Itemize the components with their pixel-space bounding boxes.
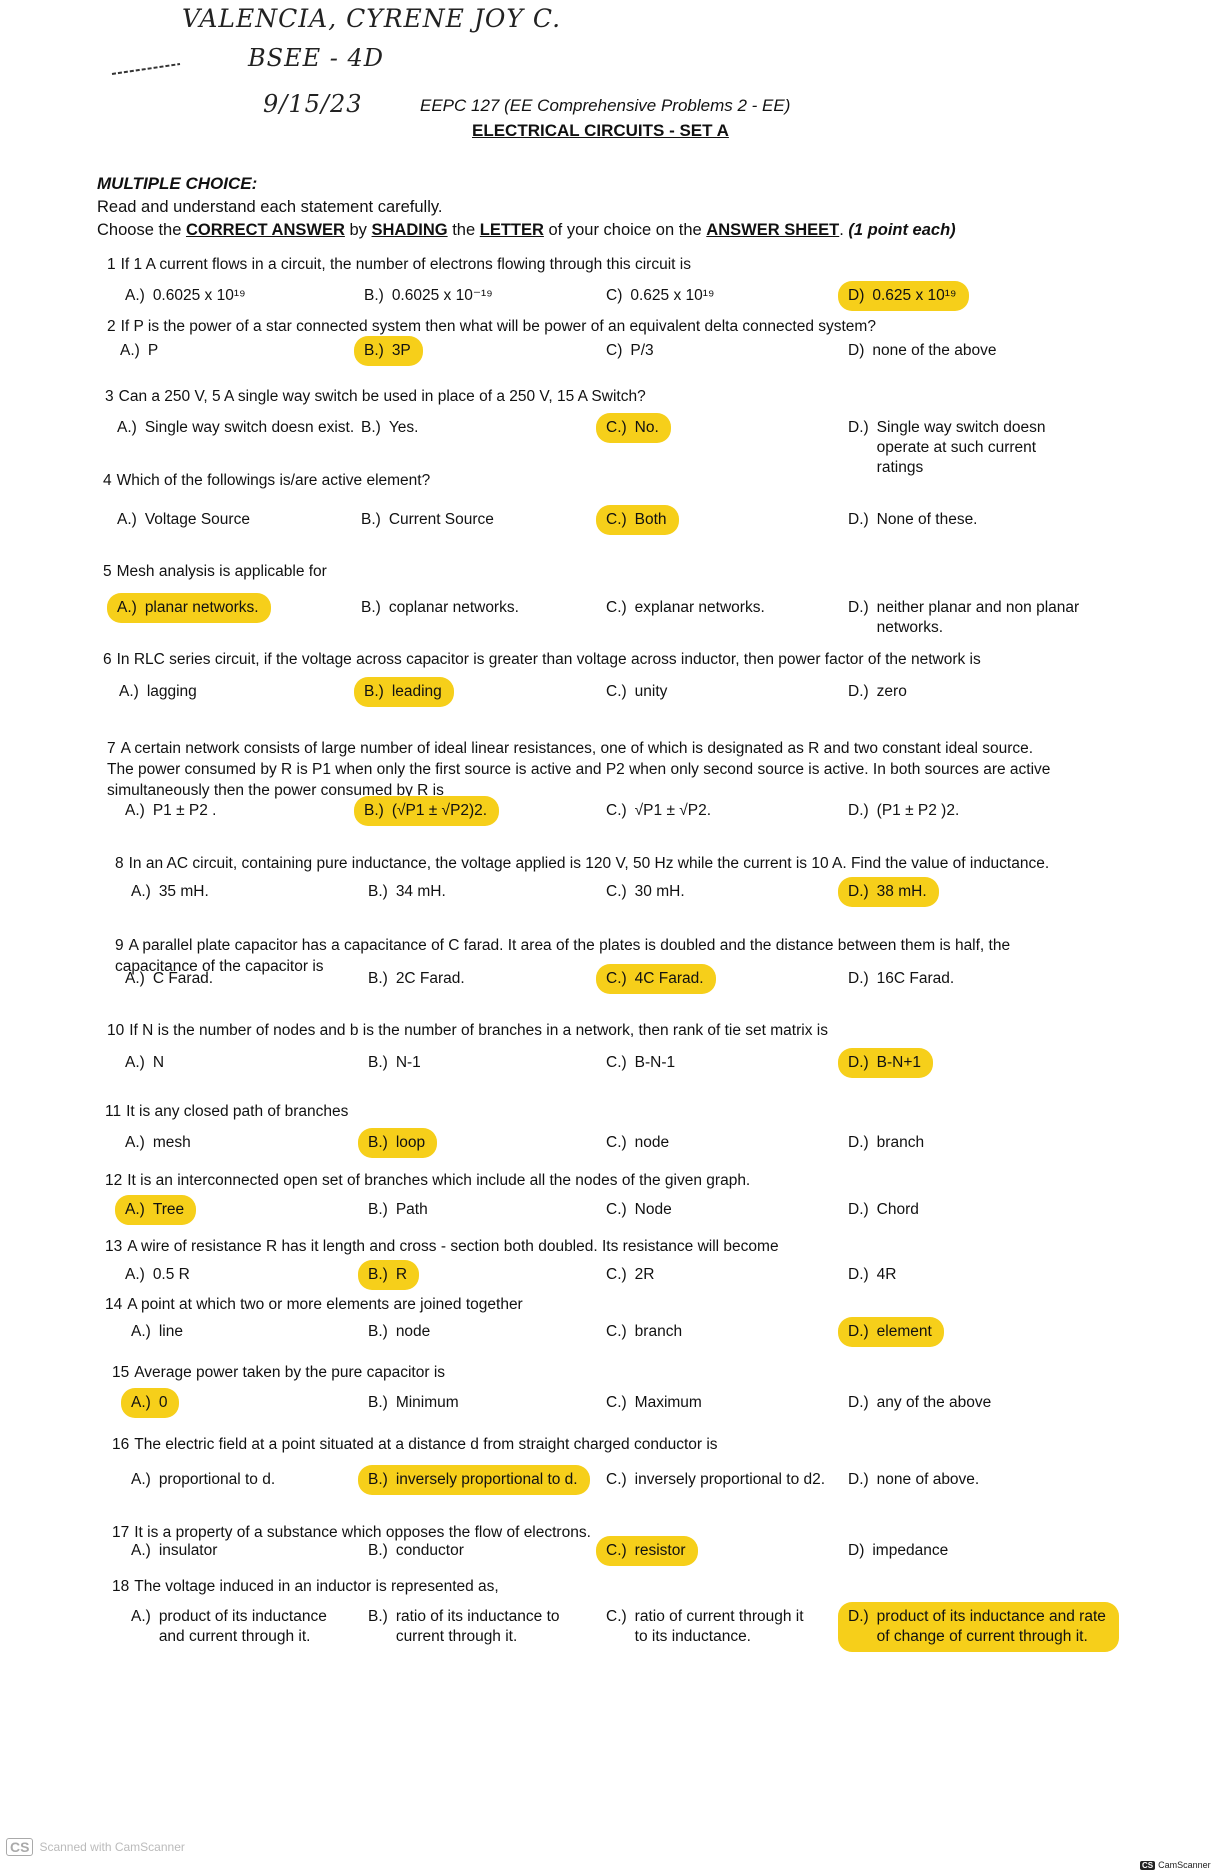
- option-letter: B.): [368, 970, 388, 987]
- option-text: Path: [395, 1201, 428, 1218]
- option-b-shaded[interactable]: [368, 1470, 578, 1490]
- option-text: Current Source: [388, 511, 494, 528]
- option-text: √P1 ± √P2.: [634, 802, 712, 819]
- option-d-shaded[interactable]: [848, 286, 957, 306]
- option-letter: A.): [119, 683, 139, 700]
- question-5: [103, 563, 327, 581]
- option-letter: C.): [606, 1394, 627, 1411]
- question-text: Average power taken by the pure capacitor is: [134, 1364, 446, 1381]
- question-text: A certain network consists of large number of ideal linear resistances, one of which is designated as R and two constant ideal source. The power consumed by R is P1 when only the first source is active and P2 when only second source is active. In both sources are active simultaneously then the power consumed by R is: [107, 740, 1051, 799]
- question-number: 1: [107, 256, 116, 273]
- option-c-shaded[interactable]: [606, 510, 667, 530]
- question-text: If P is the power of a star connected system then what will be power of an equivalent delta connected system?: [120, 318, 876, 335]
- option-a[interactable]: [131, 1322, 183, 1342]
- option-text: 38 mH.: [876, 883, 927, 900]
- option-letter: C.): [606, 883, 627, 900]
- option-letter: A.): [125, 970, 145, 987]
- option-letter: A.): [131, 1608, 151, 1625]
- option-letter: D.): [848, 802, 869, 819]
- set-title: ELECTRICAL CIRCUITS - SET A: [472, 121, 729, 140]
- question-11: [105, 1103, 348, 1121]
- option-text: 0: [158, 1394, 168, 1411]
- option-c[interactable]: [606, 1133, 669, 1153]
- option-d[interactable]: [848, 418, 1087, 478]
- option-d[interactable]: [848, 1393, 991, 1413]
- question-text: It is an interconnected open set of branches which include all the nodes of the given graph.: [127, 1172, 751, 1189]
- option-letter: D): [848, 1542, 865, 1559]
- option-text: impedance: [872, 1542, 949, 1559]
- option-letter: C.): [606, 1471, 627, 1488]
- option-text: 16C Farad.: [876, 970, 955, 987]
- option-text: N-1: [395, 1054, 421, 1071]
- option-c[interactable]: [606, 801, 711, 821]
- option-c[interactable]: [606, 1265, 655, 1285]
- option-text: Single way switch doesn exist.: [144, 419, 355, 436]
- question-2: [107, 318, 876, 336]
- question-number: 5: [103, 563, 112, 580]
- option-letter: C.): [606, 1323, 627, 1340]
- option-a[interactable]: [119, 682, 197, 702]
- option-letter: D.): [848, 1471, 869, 1488]
- option-letter: B.): [364, 683, 384, 700]
- option-letter: D.): [848, 419, 869, 436]
- option-a[interactable]: [125, 969, 213, 989]
- question-text: The voltage induced in an inductor is represented as,: [134, 1578, 499, 1595]
- option-a[interactable]: [131, 1470, 275, 1490]
- option-letter: C): [606, 287, 623, 304]
- option-a[interactable]: [131, 882, 209, 902]
- question-13: [105, 1238, 779, 1256]
- option-c[interactable]: [606, 1053, 675, 1073]
- option-letter: B.): [368, 1608, 388, 1625]
- option-a[interactable]: [117, 418, 354, 438]
- option-letter: D): [848, 287, 865, 304]
- option-text: 30 mH.: [634, 883, 685, 900]
- option-c[interactable]: [606, 286, 715, 306]
- question-text: Mesh analysis is applicable for: [116, 563, 327, 580]
- option-text: inversely proportional to d2.: [634, 1471, 826, 1488]
- question-text: A point at which two or more elements are joined together: [127, 1296, 523, 1313]
- question-number: 10: [107, 1022, 125, 1039]
- option-letter: D.): [848, 1608, 869, 1625]
- option-text: ratio of its inductance to current through it.: [395, 1608, 560, 1645]
- option-letter: A.): [131, 1542, 151, 1559]
- option-letter: C.): [606, 683, 627, 700]
- question-text: Can a 250 V, 5 A single way switch be used in place of a 250 V, 15 A Switch?: [118, 388, 646, 405]
- question-text: If 1 A current flows in a circuit, the number of electrons flowing through this circuit is: [120, 256, 691, 273]
- option-text: neither planar and non planar networks.: [876, 599, 1080, 636]
- scanner-corner-mark: [1140, 1860, 1211, 1870]
- option-letter: C.): [606, 1054, 627, 1071]
- question-number: 14: [105, 1296, 123, 1313]
- question-text: A wire of resistance R has it length and cross - section both doubled. Its resistance will become: [127, 1238, 779, 1255]
- option-b[interactable]: [368, 1200, 428, 1220]
- option-a-shaded[interactable]: [131, 1393, 167, 1413]
- question-text: In RLC series circuit, if the voltage across capacitor is greater than voltage across inductor, then power factor of the network is: [116, 651, 981, 668]
- question-number: 2: [107, 318, 116, 335]
- option-text: P/3: [630, 342, 654, 359]
- option-text: unity: [634, 683, 668, 700]
- option-letter: C.): [606, 1201, 627, 1218]
- option-d[interactable]: [848, 682, 907, 702]
- option-b[interactable]: [368, 1322, 430, 1342]
- question-18: [112, 1578, 499, 1596]
- option-c-shaded[interactable]: [606, 969, 704, 989]
- option-letter: D.): [848, 599, 869, 616]
- option-text: 2C Farad.: [395, 970, 465, 987]
- option-b[interactable]: [364, 286, 493, 306]
- instruction-line-1: Read and understand each statement carefully.: [97, 198, 443, 216]
- option-d[interactable]: [848, 1200, 919, 1220]
- section-heading: MULTIPLE CHOICE:: [97, 174, 258, 193]
- question-10: [107, 1022, 828, 1040]
- option-text: 0.625 x 10¹⁹: [630, 287, 715, 304]
- option-text: proportional to d.: [158, 1471, 276, 1488]
- option-d-shaded[interactable]: [848, 1322, 932, 1342]
- option-text: 0.5 R: [152, 1266, 190, 1283]
- option-letter: C.): [606, 511, 627, 528]
- option-c[interactable]: [606, 882, 685, 902]
- option-letter: C.): [606, 1134, 627, 1151]
- option-text: C Farad.: [152, 970, 214, 987]
- question-7: [107, 738, 1062, 801]
- option-c[interactable]: [606, 1393, 702, 1413]
- question-text: A parallel plate capacitor has a capacitance of C farad. It area of the plates is doubled and the distance between them is half, the capacitance of the capacitor is: [115, 937, 1011, 975]
- signature-mark: [110, 62, 182, 76]
- option-b[interactable]: [368, 1393, 459, 1413]
- option-b[interactable]: [368, 1607, 586, 1647]
- option-letter: B.): [368, 1471, 388, 1488]
- option-c[interactable]: [606, 341, 654, 361]
- corner-text: CamScanner: [1158, 1860, 1211, 1870]
- question-17: [112, 1524, 591, 1542]
- option-text: element: [876, 1323, 932, 1340]
- option-text: any of the above: [876, 1394, 992, 1411]
- option-c[interactable]: [606, 598, 765, 618]
- option-letter: D.): [848, 1054, 869, 1071]
- option-letter: B.): [368, 1542, 388, 1559]
- question-8: [115, 855, 1049, 873]
- option-text: (P1 ± P2 )2.: [876, 802, 960, 819]
- option-text: None of these.: [876, 511, 978, 528]
- student-name: VALENCIA, CYRENE JOY C.: [182, 4, 562, 33]
- option-text: Maximum: [634, 1394, 702, 1411]
- option-letter: B.): [361, 419, 381, 436]
- option-d-shaded[interactable]: [848, 1607, 1107, 1647]
- option-b[interactable]: [368, 969, 465, 989]
- question-number: 4: [103, 472, 112, 489]
- option-letter: D): [848, 342, 865, 359]
- option-text: P: [147, 342, 159, 359]
- option-text: conductor: [395, 1542, 464, 1559]
- option-text: 4C Farad.: [634, 970, 704, 987]
- option-d[interactable]: [848, 801, 959, 821]
- option-letter: B.): [368, 1054, 388, 1071]
- option-text: Chord: [876, 1201, 919, 1218]
- option-b[interactable]: [361, 418, 418, 438]
- option-text: explanar networks.: [634, 599, 765, 616]
- option-text: Both: [634, 511, 667, 528]
- option-text: 4R: [876, 1266, 897, 1283]
- question-16: [112, 1436, 718, 1454]
- option-letter: A.): [117, 419, 137, 436]
- option-c[interactable]: [606, 1322, 682, 1342]
- option-text: inversely proportional to d.: [395, 1471, 578, 1488]
- question-number: 18: [112, 1578, 130, 1595]
- option-a[interactable]: [131, 1607, 349, 1647]
- scanner-watermark: [6, 1838, 185, 1856]
- option-letter: C): [606, 342, 623, 359]
- option-text: product of its inductance and rate of change of current through it.: [876, 1608, 1106, 1645]
- option-a[interactable]: [125, 286, 246, 306]
- option-letter: D.): [848, 683, 869, 700]
- option-d[interactable]: [848, 1265, 897, 1285]
- option-letter: C.): [606, 1542, 627, 1559]
- option-text: N: [152, 1054, 165, 1071]
- option-text: Node: [634, 1201, 672, 1218]
- option-a[interactable]: [125, 801, 216, 821]
- option-text: Voltage Source: [144, 511, 250, 528]
- option-text: 2R: [634, 1266, 655, 1283]
- option-letter: A.): [125, 1054, 145, 1071]
- option-a-shaded[interactable]: [117, 598, 259, 618]
- option-letter: C.): [606, 1266, 627, 1283]
- option-text: zero: [876, 683, 907, 700]
- option-text: Single way switch doesn operate at such current ratings: [876, 419, 1046, 476]
- watermark-text: Scanned with CamScanner: [39, 1840, 185, 1854]
- option-letter: B.): [368, 1266, 388, 1283]
- question-number: 9: [115, 937, 124, 954]
- option-letter: B.): [368, 1394, 388, 1411]
- option-b-shaded[interactable]: [368, 1133, 425, 1153]
- option-d[interactable]: [848, 1470, 979, 1490]
- question-14: [105, 1296, 523, 1314]
- option-letter: A.): [120, 342, 140, 359]
- option-letter: C.): [606, 1608, 627, 1625]
- option-b-shaded[interactable]: [364, 682, 442, 702]
- option-d[interactable]: [848, 1133, 924, 1153]
- question-text: It is a property of a substance which opposes the flow of electrons.: [134, 1524, 591, 1541]
- option-text: branch: [876, 1134, 925, 1151]
- option-text: leading: [391, 683, 442, 700]
- option-letter: A.): [125, 802, 145, 819]
- question-12: [105, 1172, 750, 1190]
- option-letter: B.): [368, 1323, 388, 1340]
- question-3: [105, 388, 646, 406]
- option-d-shaded[interactable]: [848, 882, 927, 902]
- option-letter: A.): [125, 1201, 145, 1218]
- option-d[interactable]: [848, 1541, 948, 1561]
- option-text: (√P1 ± √P2)2.: [391, 802, 488, 819]
- option-text: Tree: [152, 1201, 185, 1218]
- camscanner-mini-icon: CS: [1142, 1860, 1154, 1870]
- option-b[interactable]: [368, 1053, 421, 1073]
- question-4: [103, 472, 430, 490]
- option-letter: D.): [848, 1323, 869, 1340]
- instruction-line-2: Choose the CORRECT ANSWER by SHADING the LETTER of your choice on the ANSWER SHEET. (1 point each): [97, 221, 956, 239]
- option-letter: B.): [368, 1201, 388, 1218]
- option-letter: B.): [364, 342, 384, 359]
- option-text: P1 ± P2 .: [152, 802, 217, 819]
- option-b-shaded[interactable]: [368, 1265, 407, 1285]
- option-letter: D.): [848, 511, 869, 528]
- option-a[interactable]: [125, 1133, 191, 1153]
- option-a[interactable]: [117, 510, 250, 530]
- option-d[interactable]: [848, 598, 1087, 638]
- option-letter: C.): [606, 802, 627, 819]
- option-letter: B.): [368, 1134, 388, 1151]
- option-d[interactable]: [848, 969, 954, 989]
- option-letter: B.): [364, 287, 384, 304]
- option-letter: D.): [848, 1394, 869, 1411]
- option-a[interactable]: [120, 341, 158, 361]
- option-text: none of above.: [876, 1471, 980, 1488]
- option-b[interactable]: [368, 1541, 464, 1561]
- option-text: 34 mH.: [395, 883, 446, 900]
- option-text: product of its inductance and current through it.: [158, 1608, 327, 1645]
- option-letter: D.): [848, 970, 869, 987]
- option-letter: C.): [606, 419, 627, 436]
- camscanner-logo-icon: CS: [6, 1838, 33, 1856]
- option-d-shaded[interactable]: [848, 1053, 921, 1073]
- option-letter: C.): [606, 970, 627, 987]
- exam-date: 9/15/23: [263, 90, 363, 118]
- option-letter: D.): [848, 1134, 869, 1151]
- option-text: planar networks.: [144, 599, 259, 616]
- question-text: It is any closed path of branches: [126, 1103, 349, 1120]
- option-a[interactable]: [131, 1541, 217, 1561]
- option-text: 0.6025 x 10⁻¹⁹: [391, 287, 493, 304]
- question-number: 11: [105, 1103, 122, 1120]
- option-b[interactable]: [361, 510, 494, 530]
- option-text: resistor: [634, 1542, 686, 1559]
- option-text: none of the above: [872, 342, 997, 359]
- option-letter: B.): [361, 599, 381, 616]
- option-a[interactable]: [125, 1265, 190, 1285]
- option-a[interactable]: [125, 1053, 164, 1073]
- option-b[interactable]: [368, 882, 446, 902]
- option-letter: B.): [368, 883, 388, 900]
- option-c[interactable]: [606, 682, 667, 702]
- option-letter: A.): [117, 599, 137, 616]
- question-number: 6: [103, 651, 112, 668]
- option-text: coplanar networks.: [388, 599, 519, 616]
- option-letter: A.): [125, 1266, 145, 1283]
- option-a-shaded[interactable]: [125, 1200, 184, 1220]
- option-text: Yes.: [388, 419, 419, 436]
- option-text: node: [634, 1134, 670, 1151]
- option-letter: A.): [131, 1394, 151, 1411]
- option-text: node: [395, 1323, 431, 1340]
- option-c[interactable]: [606, 1470, 825, 1490]
- option-text: B-N-1: [634, 1054, 676, 1071]
- option-d[interactable]: [848, 510, 978, 530]
- option-letter: C.): [606, 599, 627, 616]
- question-text: Which of the followings is/are active element?: [116, 472, 431, 489]
- option-b[interactable]: [361, 598, 519, 618]
- option-letter: A.): [131, 1323, 151, 1340]
- option-b-shaded[interactable]: [364, 801, 487, 821]
- question-text: In an AC circuit, containing pure inductance, the voltage applied is 120 V, 50 Hz while the current is 10 A. Find the value of inductance.: [128, 855, 1050, 872]
- option-letter: A.): [125, 1134, 145, 1151]
- student-section: BSEE - 4D: [248, 44, 384, 72]
- option-text: 0.625 x 10¹⁹: [872, 287, 957, 304]
- option-letter: D.): [848, 1201, 869, 1218]
- option-c-shaded[interactable]: [606, 1541, 686, 1561]
- option-text: Minimum: [395, 1394, 459, 1411]
- question-number: 8: [115, 855, 124, 872]
- option-text: R: [395, 1266, 408, 1283]
- option-text: loop: [395, 1134, 426, 1151]
- question-number: 17: [112, 1524, 130, 1541]
- option-letter: A.): [131, 883, 151, 900]
- question-number: 15: [112, 1364, 130, 1381]
- option-letter: D.): [848, 1266, 869, 1283]
- option-text: branch: [634, 1323, 683, 1340]
- option-letter: B.): [364, 802, 384, 819]
- question-number: 16: [112, 1436, 130, 1453]
- question-6: [103, 651, 981, 669]
- option-text: 0.6025 x 10¹⁹: [152, 287, 246, 304]
- option-letter: A.): [131, 1471, 151, 1488]
- option-c-shaded[interactable]: [606, 418, 659, 438]
- option-text: No.: [634, 419, 659, 436]
- option-text: B-N+1: [876, 1054, 922, 1071]
- question-15: [112, 1364, 445, 1382]
- question-text: The electric field at a point situated at a distance d from straight charged conductor is: [134, 1436, 718, 1453]
- question-number: 7: [107, 740, 116, 757]
- course-title: EEPC 127 (EE Comprehensive Problems 2 - EE): [420, 96, 791, 115]
- option-d[interactable]: [848, 341, 996, 361]
- option-text: line: [158, 1323, 183, 1340]
- option-letter: A.): [125, 287, 145, 304]
- option-text: lagging: [146, 683, 197, 700]
- question-text: If N is the number of nodes and b is the number of branches in a network, then rank of tie set matrix is: [129, 1022, 828, 1039]
- option-text: 35 mH.: [158, 883, 209, 900]
- question-number: 3: [105, 388, 114, 405]
- option-letter: B.): [361, 511, 381, 528]
- option-c[interactable]: [606, 1200, 672, 1220]
- option-text: ratio of current through it to its inductance.: [634, 1608, 804, 1645]
- question-1: [107, 256, 691, 274]
- option-letter: A.): [117, 511, 137, 528]
- option-text: 3P: [391, 342, 411, 359]
- question-number: 12: [105, 1172, 123, 1189]
- option-text: insulator: [158, 1542, 218, 1559]
- option-b-shaded[interactable]: [364, 341, 411, 361]
- option-c[interactable]: [606, 1607, 815, 1647]
- question-number: 13: [105, 1238, 123, 1255]
- option-text: mesh: [152, 1134, 191, 1151]
- option-letter: D.): [848, 883, 869, 900]
